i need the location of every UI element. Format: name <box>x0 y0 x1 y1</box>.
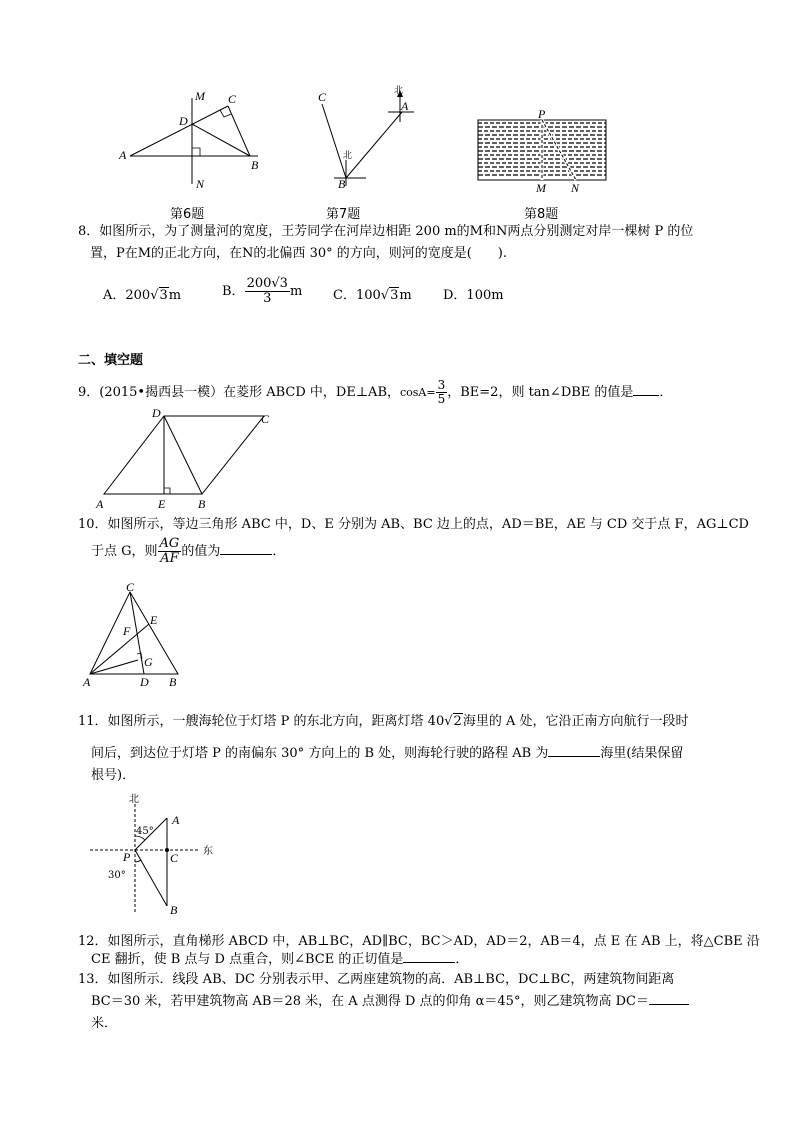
q11-line2: 间后，到达位于灯塔 P 的南偏东 30° 方向上的 B 处，则海轮行驶的路程 AB 为 海里(结果保留 <box>91 746 684 761</box>
q8-option-a: A．200√3m <box>103 288 182 303</box>
q13-line2: BC＝30 米，若甲建筑物高 AB＝28 米，在 A 点测得 D 点的仰角 α＝45°，则乙建筑物高 DC＝ <box>91 993 689 1011</box>
q13-line1: 13．如图所示．线段 AB、DC 分别表示甲、乙两座建筑物的高．AB⊥BC，DC⊥BC，两建筑物间距离 <box>78 972 675 987</box>
q11-line1: 11．如图所示，一艘海轮位于灯塔 P 的东北方向，距离灯塔 40√2海里的 A 处，它沿正南方向航行一段时 <box>78 714 689 729</box>
fig9-label-A: A <box>96 497 104 511</box>
fig6-label-D: D <box>179 114 188 128</box>
q12-answer-blank[interactable] <box>403 962 455 963</box>
q10-line2: 于点 G，则 $\frac{AG}{AF}$ 的值为 ． <box>91 536 286 566</box>
fig7-label-north1: 北 <box>343 151 353 161</box>
fig9-label-E: E <box>158 497 166 511</box>
fig11-label-A: A <box>172 813 180 827</box>
fig11-label-P: P <box>123 850 131 864</box>
q8-line2: 置，P在M的正北方向，在N的北偏西 30° 的方向，则河的宽度是( ). <box>90 246 508 261</box>
q8-option-d: D．100m <box>443 288 504 303</box>
fig8-label-N: N <box>571 181 580 194</box>
fig7-label-north2: 北 <box>394 86 404 96</box>
fig11-label-east: 东 <box>203 846 213 857</box>
fig6-label-M: M <box>195 89 205 103</box>
fig6-label-N: N <box>196 177 205 191</box>
fig6-label-C: C <box>228 92 237 106</box>
figure-9 <box>94 404 280 512</box>
fig6-caption: 第6题 <box>170 207 205 222</box>
fig6-label-B: B <box>251 158 259 172</box>
fig11-label-B: B <box>170 903 178 917</box>
fig10-label-F: F <box>123 624 131 638</box>
fig11-label-north: 北 <box>129 794 139 805</box>
q8-option-c: C．100√3m <box>333 288 412 303</box>
figure-8 <box>474 106 610 194</box>
fig11-label-45: 45° <box>136 826 154 837</box>
q9-text: 9．(2015•揭西县一模）在菱形 ABCD 中，DE⊥AB，cosA= $\frac{3}{5}$ ，BE=2，则 tan∠DBE 的值是 ． <box>78 378 673 406</box>
fig10-label-A: A <box>83 675 91 689</box>
q12-line2: CE 翻折，使 B 点与 D 点重合，则∠BCE 的正切值是 ． <box>91 952 469 967</box>
fig8-label-M: M <box>536 181 546 194</box>
fig10-label-B: B <box>169 675 177 689</box>
figure-6 <box>110 84 270 194</box>
figure-7 <box>308 82 418 194</box>
q11-line3: 根号)． <box>91 768 136 783</box>
fig11-label-30: 30° <box>108 870 126 881</box>
q8-option-b: B． $\frac{200√3}{3}$ m <box>222 276 303 306</box>
fig9-label-B: B <box>198 497 206 511</box>
figure-10 <box>80 580 190 690</box>
fig10-label-G: G <box>144 655 153 669</box>
q8-line1: 8．如图所示，为了测量河的宽度，王芳同学在河岸边相距 200 m的M和N两点分别测定对岸一棵树 P 的位 <box>78 224 694 239</box>
fig10-label-C: C <box>126 580 135 594</box>
q11-answer-blank[interactable] <box>548 756 600 757</box>
fig7-label-B: B <box>338 177 346 191</box>
fig9-label-C: C <box>261 412 270 426</box>
q13-answer-blank[interactable] <box>649 1004 689 1005</box>
fig6-label-A: A <box>119 148 127 162</box>
section-heading-fill-in: 二、填空题 <box>78 353 144 368</box>
fig8-caption: 第8题 <box>524 207 559 222</box>
fig10-label-D: D <box>140 675 149 689</box>
fig7-label-C: C <box>318 90 327 104</box>
fig7-caption: 第7题 <box>326 207 361 222</box>
q10-answer-blank[interactable] <box>220 554 272 555</box>
figure-11 <box>88 790 228 920</box>
fig9-label-D: D <box>152 406 161 420</box>
fig8-label-P: P <box>538 107 546 121</box>
fig11-label-C: C <box>170 851 179 865</box>
fig7-label-A: A <box>401 99 409 113</box>
q12-line1: 12．如图所示，直角梯形 ABCD 中，AB⊥BC，AD∥BC，BC＞AD，AD＝2，AB＝4，点 E 在 AB 上，将△CBE 沿 <box>78 934 760 949</box>
q13-line3: 米． <box>91 1016 118 1031</box>
fig10-label-E: E <box>150 613 158 627</box>
q9-answer-blank[interactable] <box>633 395 659 396</box>
q10-line1: 10．如图所示，等边三角形 ABC 中，D、E 分别为 AB、BC 边上的点，AD＝BE，AE 与 CD 交于点 F，AG⊥CD <box>78 517 749 532</box>
